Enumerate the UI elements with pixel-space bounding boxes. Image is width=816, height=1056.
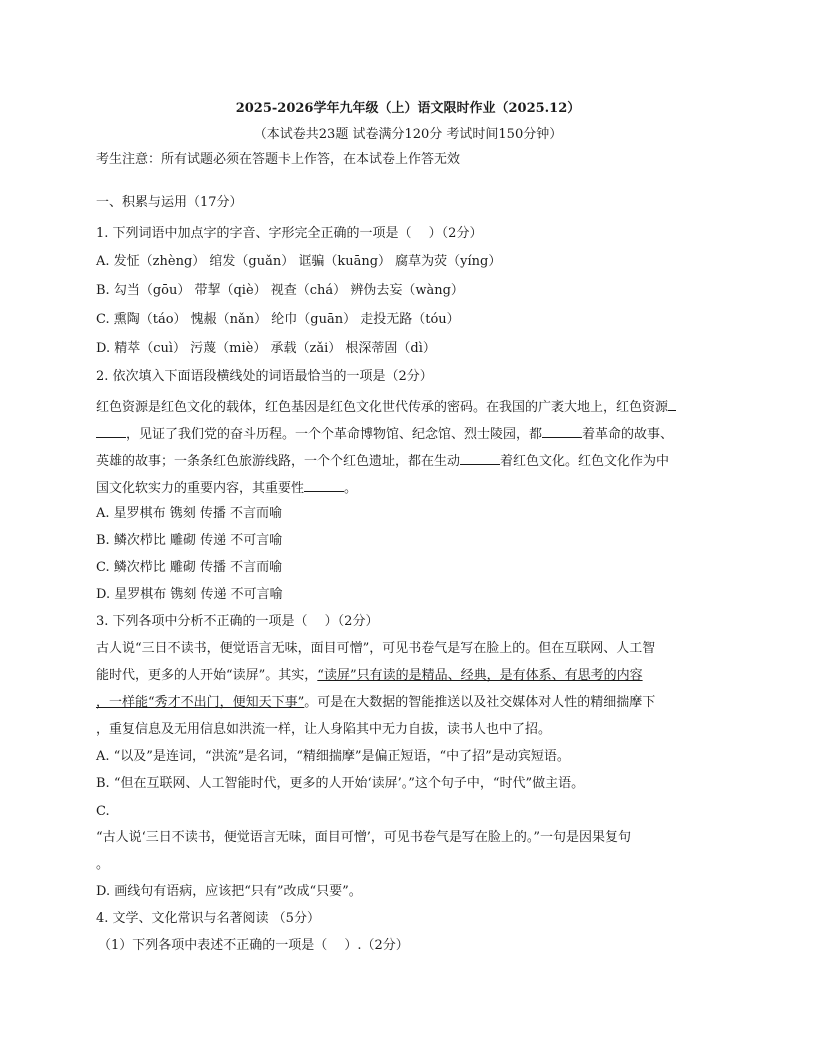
question-2-passage-line — [96, 478, 357, 498]
question-2-option-a: A. 星罗棋布 镌刻 传播 不言而喻 — [96, 506, 283, 521]
question-2-stem: 2. 依次填入下面语段横线处的词语最恰当的一项是（2分） — [96, 369, 433, 384]
question-4-stem: 4. 文学、文化常识与名著阅读 （5分） — [96, 911, 320, 926]
fill-blank — [542, 424, 582, 438]
exam-subtitle: （本试卷共23题 试卷满分120分 考试时间150分钟） — [253, 127, 563, 142]
underlined-sentence: “读屏”只有读的是精品、经典，是有体系、有思考的内容 — [317, 668, 643, 683]
question-3-option-c-label: C. — [96, 804, 110, 819]
passage-text: 红色资源是红色文化的载体，红色基因是红色文化世代传承的密码。在我国的广袤大地上，红色资源 — [96, 400, 669, 415]
passage-text: 着红色文化。红色文化作为中 — [500, 454, 670, 469]
question-3-passage-line: 古人说“三日不读书，便觉语言无味，面目可憎”，可见书卷气是写在脸上的。但在互联网、人工智 — [96, 641, 656, 656]
exam-notice: 考生注意：所有试题必须在答题卡上作答，在本试卷上作答无效 — [96, 152, 461, 167]
passage-text: 英雄的故事；一条条红色旅游线路，一个个红色遗址，都在生动 — [96, 454, 461, 469]
question-3-passage-line — [96, 667, 643, 685]
question-1-option-d: D. 精萃（cuì） 污蔑（miè） 承载（zǎi） 根深蒂固（dì） — [96, 341, 436, 356]
fill-blank — [96, 424, 126, 438]
question-2-passage-line — [96, 424, 673, 444]
question-2-passage-line — [96, 451, 669, 471]
exam-title: 2025-2026学年九年级（上）语文限时作业（2025.12） — [235, 101, 581, 116]
question-1-option-a: A. 发怔（zhèng） 绾发（guǎn） 诓骗（kuāng） 腐草为荧（yíng） — [96, 254, 502, 269]
question-2-option-d: D. 星罗棋布 镌刻 传递 不可言喻 — [96, 587, 283, 602]
question-3-passage-line — [96, 694, 655, 712]
passage-text: 能时代，更多的人开始“读屏”。其实， — [96, 668, 318, 683]
passage-text: 。可是在大数据的智能推送以及社交媒体对人性的精细揣摩下 — [304, 695, 656, 710]
question-1-option-b: B. 勾当（gōu） 带挈（qiè） 视查（chá） 辨伪去妄（wàng） — [96, 283, 464, 298]
question-3-option-c-end: 。 — [96, 857, 110, 872]
question-2-passage-line — [96, 397, 676, 417]
question-3-option-b: B. “但在互联网、人工智能时代，更多的人开始‘读屏’。”这个句子中，“时代”做主语。 — [96, 776, 585, 791]
question-2-option-b: B. 鳞次栉比 雕砌 传递 不可言喻 — [96, 533, 283, 548]
fill-blank — [304, 478, 344, 492]
passage-text: 。 — [344, 481, 358, 496]
question-1-option-c: C. 熏陶（táo） 愧赧（nǎn） 纶巾（guān） 走投无路（tóu） — [96, 312, 460, 327]
section-heading: 一、积累与运用（17分） — [96, 195, 243, 210]
question-3-option-c-text: “古人说‘三日不读书，便觉语言无味，面目可憎’，可见书卷气是写在脸上的。”一句是因果复句 — [96, 830, 632, 845]
question-3-option-d: D. 画线句有语病，应该把“只有”改成“只要”。 — [96, 884, 362, 899]
underlined-sentence: ，一样能“秀才不出门，便知天下事” — [96, 695, 305, 710]
question-4-sub-1: （1）下列各项中表述不正确的一项是（ ）.（2分） — [98, 938, 409, 953]
passage-text: ，见证了我们党的奋斗历程。一个个革命博物馆、纪念馆、烈士陵园，都 — [126, 427, 543, 442]
question-3-option-a: A. “以及”是连词，“洪流”是名词，“精细揣摩”是偏正短语，“中了招”是动宾短语。 — [96, 749, 570, 764]
passage-text: 国文化软实力的重要内容，其重要性 — [96, 481, 305, 496]
question-1-stem: 1. 下列词语中加点字的字音、字形完全正确的一项是（ ）（2分） — [96, 226, 483, 241]
question-3-passage-line: ，重复信息及无用信息如洪流一样，让人身陷其中无力自拔，读书人也中了招。 — [96, 722, 552, 737]
fill-blank — [460, 451, 500, 465]
passage-text: 着革命的故事、 — [582, 427, 674, 442]
fill-blank — [668, 397, 676, 411]
question-3-stem: 3. 下列各项中分析不正确的一项是（ ）（2分） — [96, 614, 379, 629]
question-2-option-c: C. 鳞次栉比 雕砌 传播 不言而喻 — [96, 560, 283, 575]
